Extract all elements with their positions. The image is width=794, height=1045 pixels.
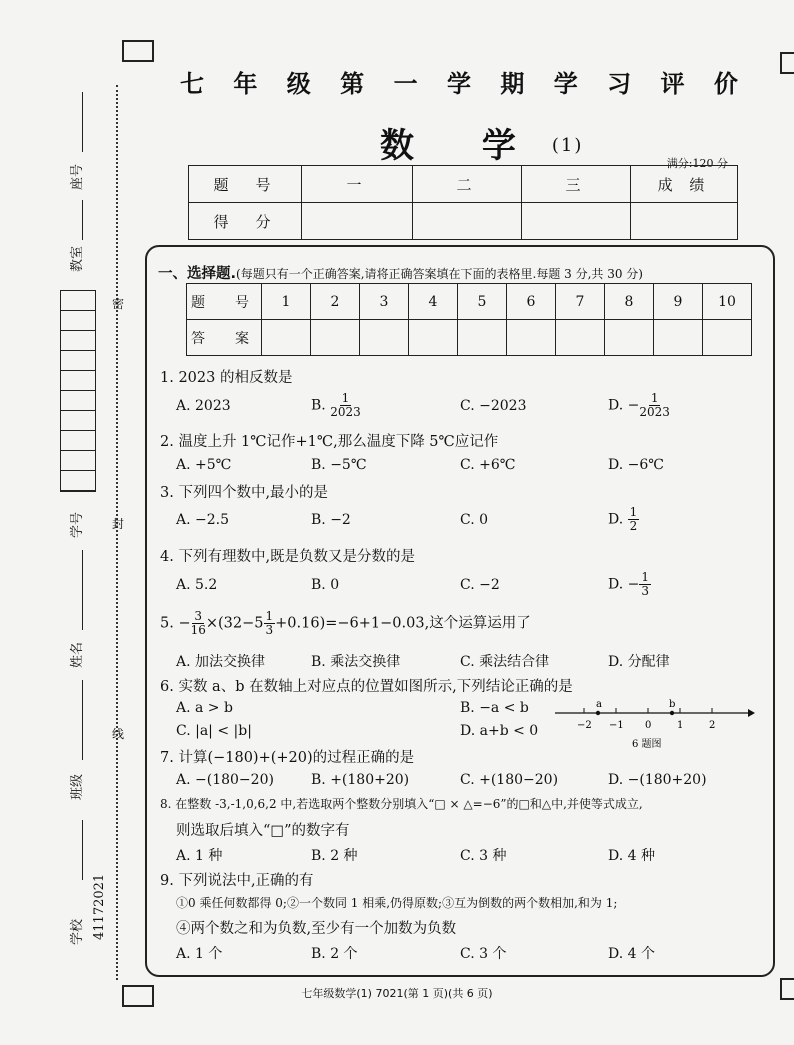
svg-text:2: 2 — [709, 720, 716, 731]
q2-option-b: B. −5℃ — [311, 457, 367, 473]
full-score: 满分:120 分 — [666, 157, 728, 170]
q3-option-a: A. −2.5 — [176, 512, 230, 528]
q7-option-c: C. +(180−20) — [460, 772, 559, 788]
q2-option-d: D. −6℃ — [608, 457, 664, 473]
question-9-statements-2: ④两个数之和为负数,至少有一个加数为负数 — [176, 921, 457, 937]
answer-cell[interactable] — [556, 320, 605, 356]
svg-text:−2: −2 — [577, 720, 592, 731]
q5-option-b: B. 乘法交换律 — [311, 654, 401, 670]
q3-option-d: D. $\frac{1}{2}$ — [608, 505, 638, 533]
q8-option-d: D. 4 种 — [608, 848, 655, 864]
answer-cell[interactable] — [605, 320, 654, 356]
svg-text:6 题图: 6 题图 — [632, 739, 662, 750]
question-8: 8. 在整数 -3,-1,0,6,2 中,若选取两个整数分别填入“□ × △=−6”的□和△中,并使等式成立, — [160, 797, 643, 811]
section-heading: 一、选择题.(每题只有一个正确答案,请将正确答案填在下面的表格里.每题 3 分,共 30 分) — [158, 266, 643, 282]
q9-option-b: B. 2 个 — [311, 946, 358, 962]
q8-option-b: B. 2 种 — [311, 848, 358, 864]
q1-option-c: C. −2023 — [460, 398, 527, 414]
q7-option-d: D. −(180+20) — [608, 772, 707, 788]
class-label: 班级 — [70, 773, 85, 800]
seat-line — [82, 92, 83, 152]
question-3: 3. 下列四个数中,最小的是 — [160, 485, 329, 501]
q9-option-a: A. 1 个 — [176, 946, 223, 962]
question-9-statements-1: ①0 乘任何数都得 0;②一个数同 1 相乘,仍得原数;③互为倒数的两个数相加,和为 1; — [176, 896, 618, 910]
exam-code: 41172021 — [92, 873, 107, 940]
q7-option-a: A. −(180−20) — [176, 772, 274, 788]
answer-cell[interactable] — [507, 320, 556, 356]
score-cell[interactable] — [302, 203, 413, 240]
q4-option-a: A. 5.2 — [176, 577, 218, 593]
school-line — [82, 820, 83, 880]
number-line-figure — [550, 695, 755, 755]
q1-option-a: A. 2023 — [176, 398, 231, 414]
answer-cell[interactable] — [360, 320, 409, 356]
q2-option-a: A. +5℃ — [176, 457, 232, 473]
exam-title: 七 年 级 第 一 学 期 学 习 评 价 — [180, 69, 740, 98]
score-cell[interactable] — [413, 203, 522, 240]
binding-feng: 封 — [112, 517, 125, 531]
seat-label: 座号 — [70, 163, 85, 190]
q2-option-c: C. +6℃ — [460, 457, 516, 473]
answer-cell[interactable] — [458, 320, 507, 356]
question-6: 6. 实数 a、b 在数轴上对应点的位置如图所示,下列结论正确的是 — [160, 679, 573, 695]
subject-title: 数 学 $_{(1)}$ — [380, 126, 584, 166]
q1-option-b: B. $\frac{1}{2023}$ — [311, 391, 361, 419]
q1-option-d: D. − $\frac{1}{2023}$ — [608, 391, 670, 419]
corner-mark — [122, 40, 154, 62]
name-label: 姓名 — [70, 641, 85, 668]
answer-cell[interactable] — [703, 320, 752, 356]
q3-option-b: B. −2 — [311, 512, 351, 528]
q4-option-c: C. −2 — [460, 577, 500, 593]
q8-option-c: C. 3 种 — [460, 848, 507, 864]
q6-option-b: B. −a < b — [460, 700, 529, 716]
q9-option-d: D. 4 个 — [608, 946, 655, 962]
q8-option-a: A. 1 种 — [176, 848, 223, 864]
binding-xian: 线 — [112, 727, 125, 741]
question-1: 1. 2023 的相反数是 — [160, 370, 293, 386]
score-table: 题 号 一 二 三 成 绩 得 分 — [188, 165, 738, 240]
score-cell[interactable] — [522, 203, 631, 240]
q3-option-c: C. 0 — [460, 512, 489, 528]
answer-cell[interactable] — [409, 320, 458, 356]
page-footer: 七年级数学(1) 7021(第 1 页)(共 6 页) — [301, 987, 493, 1000]
svg-text:1: 1 — [677, 720, 684, 731]
binding-line — [116, 85, 118, 980]
q7-option-b: B. +(180+20) — [311, 772, 410, 788]
svg-text:−1: −1 — [609, 720, 624, 731]
q6-option-a: A. a > b — [176, 700, 233, 716]
question-7: 7. 计算(−180)+(+20)的过程正确的是 — [160, 750, 415, 766]
question-9: 9. 下列说法中,正确的有 — [160, 873, 314, 889]
q5-option-d: D. 分配律 — [608, 654, 670, 670]
answer-cell[interactable] — [654, 320, 703, 356]
answer-cell[interactable] — [262, 320, 311, 356]
room-label: 教室 — [70, 245, 85, 272]
room-line — [82, 200, 83, 240]
q4-option-b: B. 0 — [311, 577, 340, 593]
answer-cell[interactable] — [311, 320, 360, 356]
name-line — [82, 550, 83, 630]
q4-option-d: D. − $\frac{1}{3}$ — [608, 570, 649, 598]
student-id-boxes — [60, 290, 96, 492]
q5-option-a: A. 加法交换律 — [176, 654, 266, 670]
corner-mark — [780, 52, 794, 74]
svg-text:a: a — [596, 699, 602, 710]
student-id-label: 学号 — [70, 511, 85, 538]
score-cell[interactable] — [631, 203, 738, 240]
q6-option-c: C. |a| < |b| — [176, 723, 252, 739]
question-8-cont: 则选取后填入“□”的数字有 — [176, 823, 350, 839]
question-5: 5. − $\frac{3}{16}$ ×(32−5 $\frac{1}{3}$ +0.16)=−6+1−0.03,这个运算运用了 — [160, 609, 531, 637]
school-label: 学校 — [70, 918, 85, 945]
question-2: 2. 温度上升 1℃记作+1℃,那么温度下降 5℃应记作 — [160, 434, 499, 450]
svg-text:b: b — [669, 699, 676, 710]
svg-text:0: 0 — [645, 720, 652, 731]
class-line — [82, 680, 83, 760]
question-4: 4. 下列有理数中,既是负数又是分数的是 — [160, 549, 416, 565]
answer-table: 题 号 1 2 3 4 5 6 7 8 9 10 答 案 — [186, 283, 752, 356]
binding-mi: 密 — [112, 297, 125, 311]
q9-option-c: C. 3 个 — [460, 946, 507, 962]
q5-option-c: C. 乘法结合律 — [460, 654, 550, 670]
q6-option-d: D. a+b < 0 — [460, 723, 539, 739]
